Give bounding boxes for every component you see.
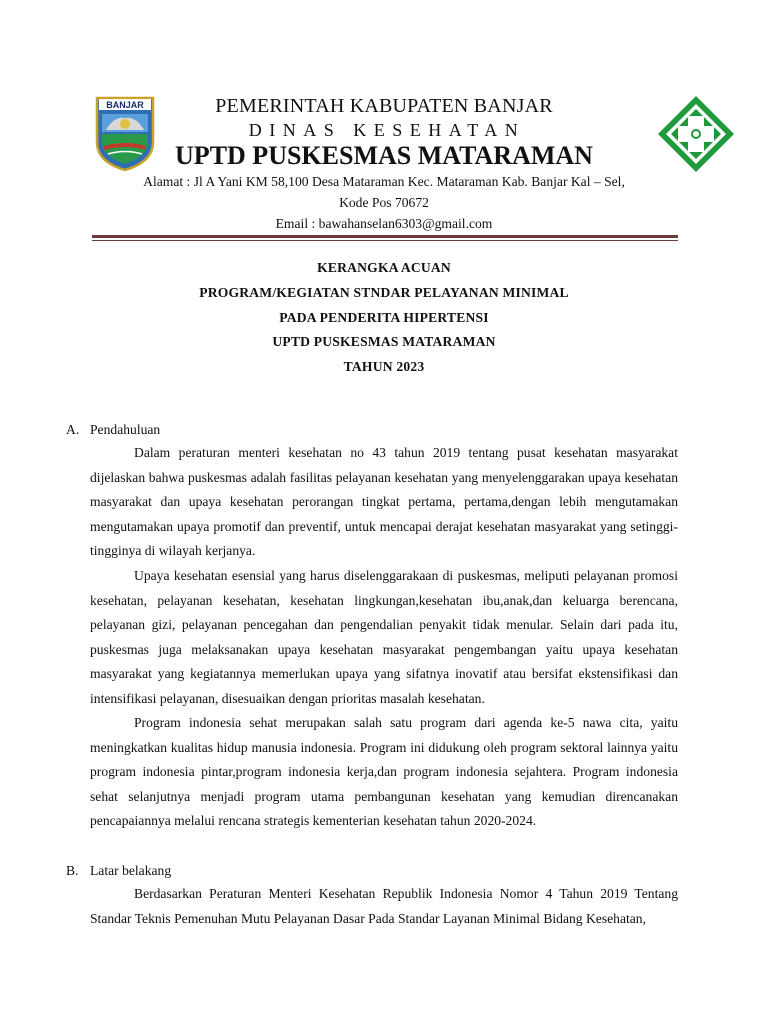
letterhead-postal-code: Kode Pos 70672 [339,195,429,210]
document-title-line: KERANGKA ACUAN [317,260,451,275]
section-a-paragraph: Program indonesia sehat merupakan salah satu program dari agenda ke-5 nawa cita, yaitu meningkatkan kualitas hidup manusia indonesia. Program ini didukung oleh program sektoral lainnya yaitu program indonesia pintar,program indonesia kerja,dan program indonesia sejahtera. Program indonesia sehat selanjutnya menjadi program utama pembangunan kesehatan yang kemudian direncanakan pencapaiannya melalui rencana strategis kementerian kesehatan tahun 2020-2024. [90,715,678,829]
letterhead-institution-name: UPTD PUSKESMAS MATARAMAN [175,141,593,170]
section-a-paragraph: Dalam peraturan menteri kesehatan no 43 tahun 2019 tentang pusat kesehatan masyarakat dijelaskan bahwa puskesmas adalah fasilitas pelayanan kesehatan yang menyelenggarakan upaya kesehatan masyarakat dan upaya kesehatan perorangan tingkat pertama, pertama,dengan lebih mengutamakan mengutamakan upaya promotif dan preventif, untuk mencapai derajat kesehatan masyarakat yang setinggi-tingginya di wilayah kerjanya. [90,445,678,559]
letterhead-address: Alamat : Jl A Yani KM 58,100 Desa Mataraman Kec. Mataraman Kab. Banjar Kal – Sel, [143,174,625,189]
letterhead-divider-thick [92,235,678,238]
letterhead-divider-thin [92,240,678,241]
section-b-paragraph: Berdasarkan Peraturan Menteri Kesehatan Republik Indonesia Nomor 4 Tahun 2019 Tentang Standar Teknis Pemenuhan Mutu Pelayanan Dasar Pada Standar Layanan Minimal Bidang Kesehatan, [90,886,678,926]
letterhead-department-name: DINAS KESEHATAN [248,120,526,140]
letterhead-email: Email : bawahanselan6303@gmail.com [275,216,493,231]
logo-left-label: BANJAR [106,100,144,110]
section-a-heading: Pendahuluan [90,422,161,437]
section-b-letter: B. [66,863,79,878]
document-title-line: UPTD PUSKESMAS MATARAMAN [272,334,496,349]
document-title-line: PADA PENDERITA HIPERTENSI [279,310,489,325]
section-b-heading: Latar belakang [90,863,172,878]
kabupaten-banjar-logo [94,94,156,172]
section-a-paragraph: Upaya kesehatan esensial yang harus diselenggarakaan di puskesmas, meliputi pelayanan promosi kesehatan, pelayanan kesehatan, kesehatan lingkungan,kesehatan ibu,anak,dan keluarga berencana, pelayanan gizi, pelayanan pencegahan dan pengendalian penyakit tidak menular. Selain dari pada itu, puskesmas juga melaksanakan upaya kesehatan masyarakat pengembangan yaitu upaya kesehatan masyarakat yang kegiatannya memerlukan upaya yang sifatnya inovatif atau bersifat ekstensifikasi dan intensifikasi pelayanan, disesuaikan dengan prioritas masalah kesehatan. [90,568,678,706]
letterhead-government-name: PEMERINTAH KABUPATEN BANJAR [215,95,553,117]
section-a-letter: A. [66,422,80,437]
document-title-year: TAHUN 2023 [343,359,425,374]
document-title-line: PROGRAM/KEGIATAN STNDAR PELAYANAN MINIMAL [199,285,569,300]
puskesmas-cross-logo-icon [656,94,736,174]
